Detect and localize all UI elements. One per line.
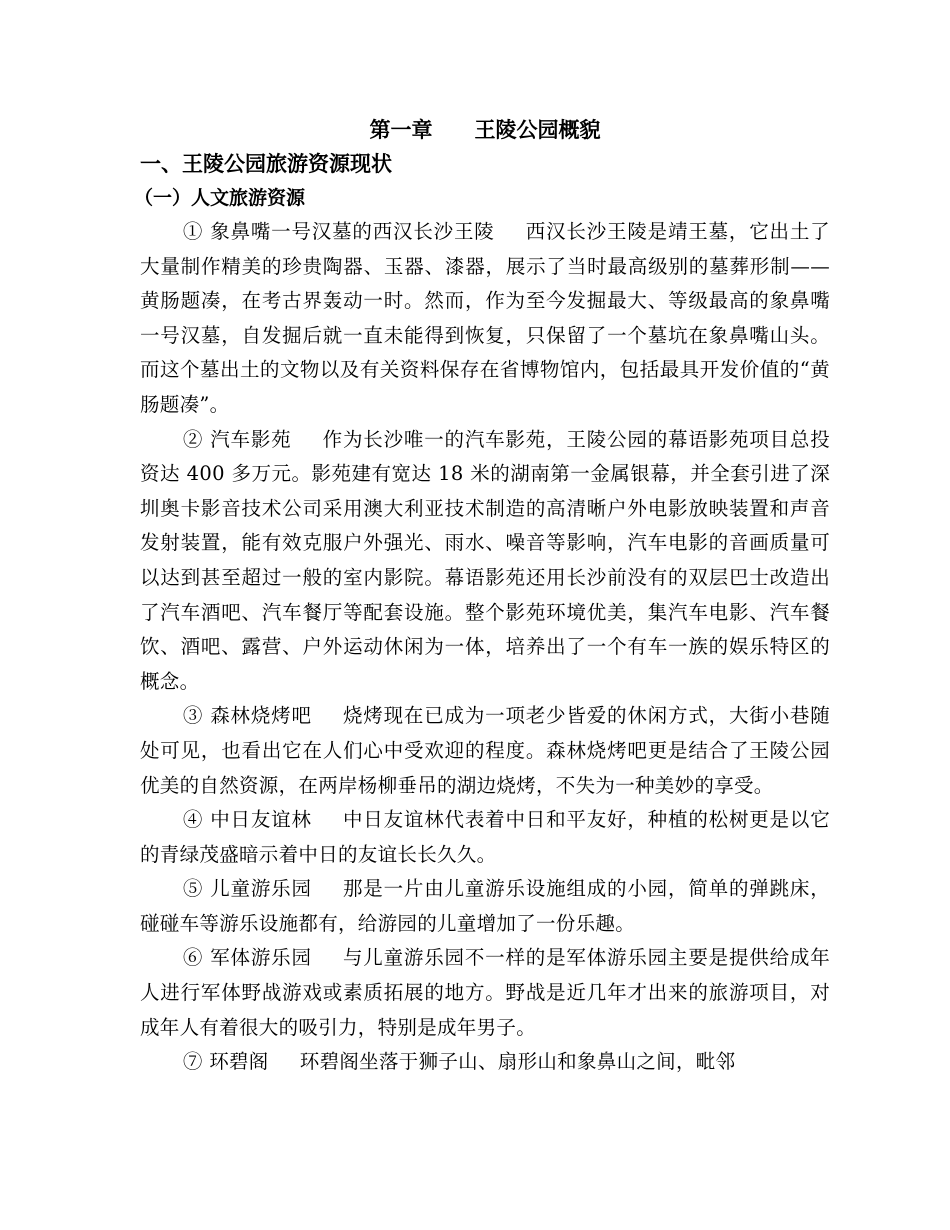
chapter-number: 第一章 bbox=[369, 117, 433, 142]
item-title-5: ⑤ 儿童游乐园 bbox=[182, 877, 312, 901]
item-title-1: ① 象鼻嘴一号汉墓的西汉长沙王陵 bbox=[182, 220, 495, 243]
section-title: 一、王陵公园旅游资源现状 bbox=[140, 151, 392, 176]
item-text-3: 烧烤现在已成为一项老少皆爱的休闲方式，大街小巷随处可见，也看出它在人们心中受欢迎的程度。森林烧烤吧更是结合了王陵公园优美的自然资源，在两岸杨柳垂吊的湖边烧烤，不失为一种美妙的享受。 bbox=[140, 704, 830, 797]
item-paragraph-4 bbox=[140, 803, 830, 872]
item-paragraph-2 bbox=[140, 423, 830, 700]
item-text-2: 作为长沙唯一的汽车影苑，王陵公园的幕语影苑项目总投资达 400 多万元。影苑建有宽达 18 米的湖南第一金属银幕，并全套引进了深圳奥卡影音技术公司采用澳大利亚技术制造的高清晰户外电影放映装置和声音发射装置，能有效克服户外强光、雨水、噪音等影响，汽车电影的音画质量可以达到甚至超过一般的室内影院。幕语影苑还用长沙前没有的双层巴士改造出了汽车酒吧、汽车餐厅等配套设施。整个影苑环境优美，集汽车电影、汽车餐饮、酒吧、露营、户外运动休闲为一体，培养出了一个有车一族的娱乐特区的概念。 bbox=[140, 427, 830, 693]
item-text-5: 那是一片由儿童游乐设施组成的小园，简单的弹跳床，碰碰车等游乐设施都有，给游园的儿童增加了一份乐趣。 bbox=[140, 877, 830, 935]
item-text-4: 中日友谊林代表着中日和平友好，种植的松树更是以它的青绿茂盛暗示着中日的友谊长长久久。 bbox=[140, 808, 830, 866]
item-paragraph-1 bbox=[140, 215, 830, 423]
item-title-7: ⑦ 环碧阁 bbox=[182, 1050, 269, 1074]
item-text-6: 与儿童游乐园不一样的是军体游乐园主要是提供给成年人进行军体野战游戏或素质拓展的地方。野战是近几年才出来的旅游项目，对成年人有着很大的吸引力，特别是成年男子。 bbox=[140, 946, 830, 1039]
item-text-1: 西汉长沙王陵是靖王墓，它出土了大量制作精美的珍贵陶器、玉器、漆器，展示了当时最高级别的墓葬形制——黄肠题凑，在考古界轰动一时。然而，作为至今发掘最大、等级最高的象鼻嘴一号汉墓，自发掘后就一直未能得到恢复，只保留了一个墓坑在象鼻嘴山头。而这个墓出土的文物以及有关资料保存在省博物馆内，包括最具开发价值的“黄肠题凑”。 bbox=[140, 220, 830, 416]
item-text-7: 环碧阁坐落于狮子山、扇形山和象鼻山之间，毗邻 bbox=[299, 1050, 736, 1074]
item-paragraph-3 bbox=[140, 699, 830, 803]
item-title-6: ⑥ 军体游乐园 bbox=[182, 946, 312, 970]
subsection-title: （一）人文旅游资源 bbox=[134, 187, 306, 209]
document-page bbox=[134, 113, 830, 1080]
item-title-3: ③ 森林烧烤吧 bbox=[182, 704, 312, 728]
item-title-4: ④ 中日友谊林 bbox=[182, 808, 312, 832]
item-paragraph-7 bbox=[140, 1045, 830, 1080]
chapter-name: 王陵公园概貌 bbox=[474, 117, 601, 142]
item-paragraph-6 bbox=[140, 941, 830, 1045]
item-title-2: ② 汽车影苑 bbox=[182, 427, 292, 451]
chapter-title bbox=[140, 113, 830, 147]
item-paragraph-5 bbox=[140, 872, 830, 941]
